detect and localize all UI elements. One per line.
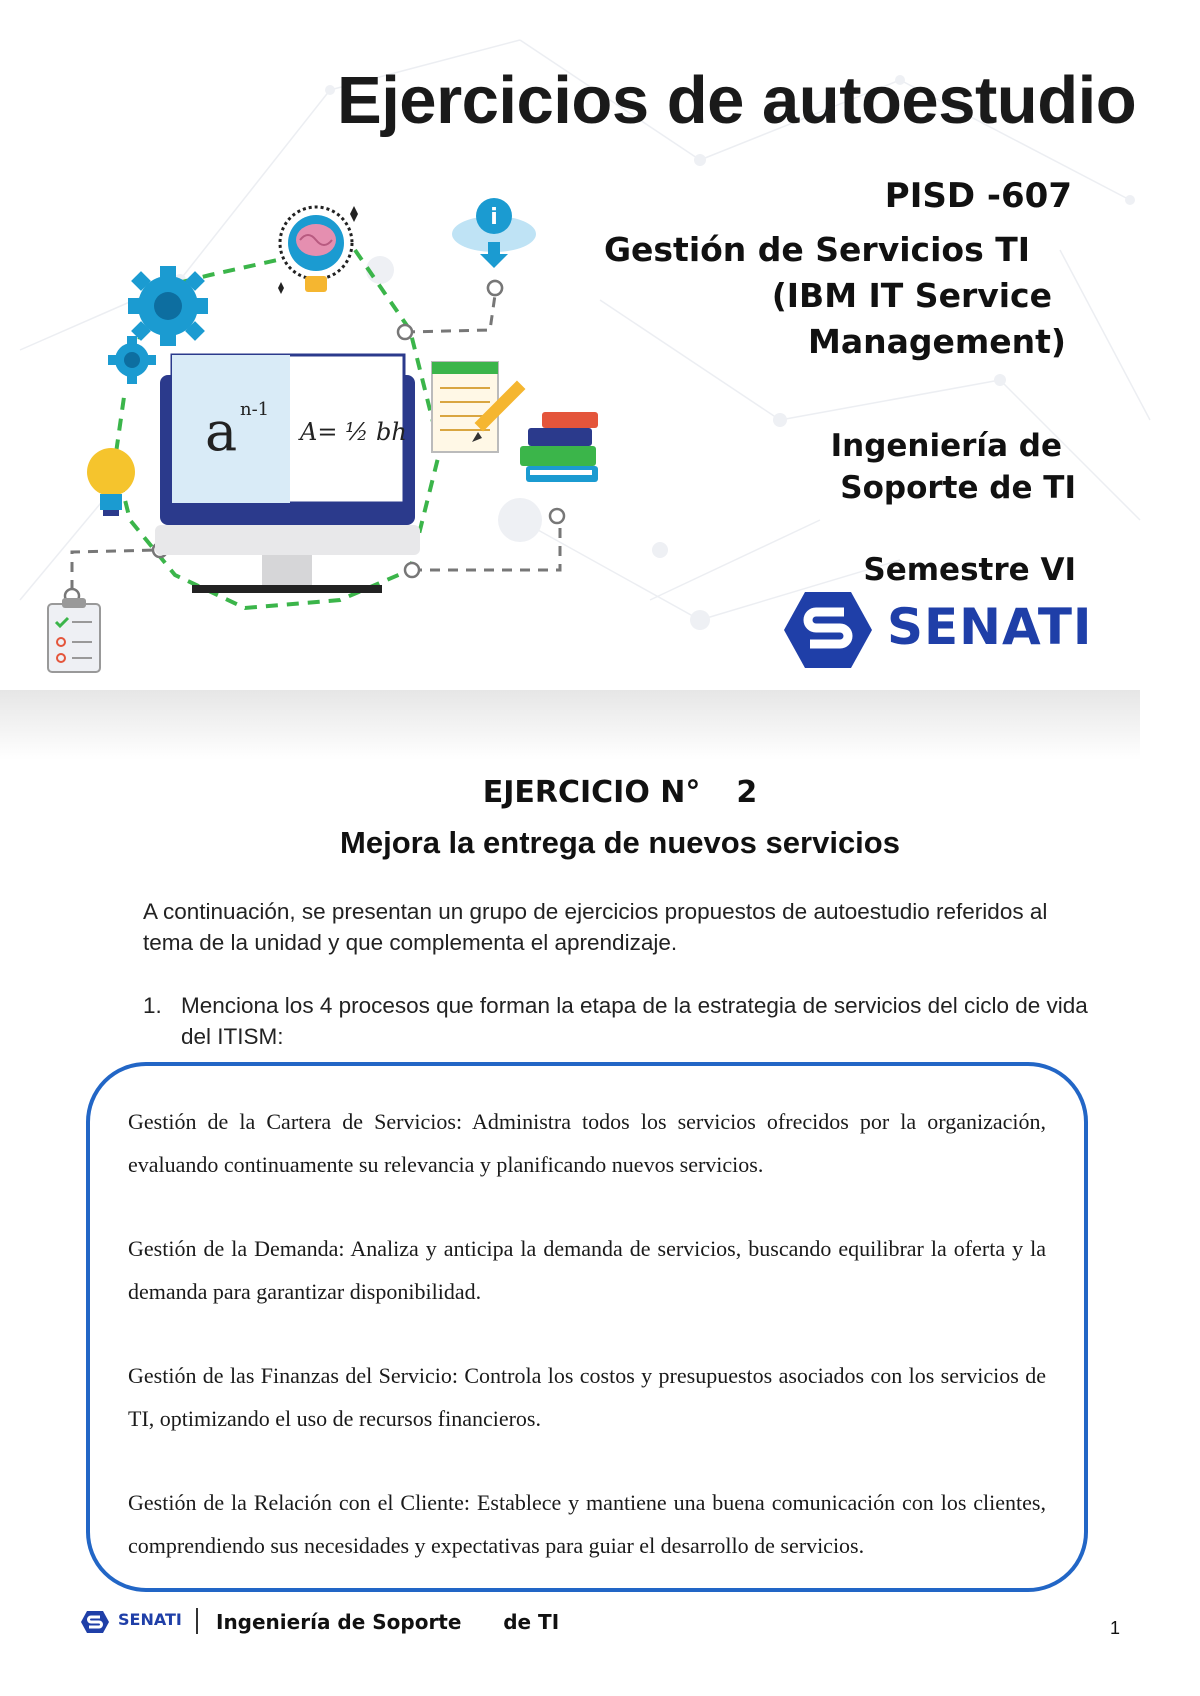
formula-a: a [205,400,238,463]
page-number: 1 [1109,1618,1120,1638]
exercise-subtitle: Mejora la entrega de nuevos servicios [340,825,900,860]
page-title: Ejercicios de autoestudio [337,63,1137,138]
senati-logo-icon [782,590,874,670]
question-item [143,990,1103,1052]
answer-paragraph: Gestión de la Cartera de Servicios: Administra todos los servicios ofrecidos por la organización, evaluando continuamente su relevancia y planificando nuevos servicios. [128,1109,1046,1177]
footer-career: Ingeniería de Soporte de TI [216,1610,560,1634]
formula-area: A= ½ bh [300,418,407,446]
svg-text:i: i [490,205,498,230]
footer-divider [196,1608,198,1634]
question-text: Menciona los 4 procesos que forman la etapa de la estrategia de servicios del ciclo de vida del ITISM: [181,993,1088,1049]
course-code: PISD -607 [884,176,1072,216]
answer-paragraph: Gestión de las Finanzas del Servicio: Controla los costos y presupuestos asociados con los servicios de TI, optimizando el uso de recursos financieros. [128,1363,1046,1431]
header-banner [0,0,1200,760]
semester-label: Semestre VI [863,552,1076,588]
career-line-1: Ingeniería de [830,428,1062,464]
exercise-number: 2 [736,775,758,810]
small-gear-icon [108,336,156,384]
brain-bulb-icon [278,206,358,294]
senati-logo [782,590,1093,670]
course-name-line-2: (IBM IT Service [771,276,1052,315]
books-icon [520,412,598,482]
formula-exp: n-1 [240,399,270,420]
path-pin-icon [488,281,502,295]
exercise-label: EJERCICIO N° [482,775,701,810]
footer-logo-icon [80,1610,110,1634]
answer-paragraph: Gestión de la Relación con el Cliente: Establece y mantiene una buena comunicación con los clientes, comprendiendo sus necesidades y expectativas para guiar el desarrollo de servicios. [128,1490,1046,1558]
course-name-line-3: Management) [808,322,1066,361]
answer-paragraph: Gestión de la Demanda: Analiza y anticipa la demanda de servicios, buscando equilibrar la oferta y la demanda para garantizar disponibilidad. [128,1236,1046,1304]
banner-shadow [0,690,1140,760]
answer-text-area[interactable] [128,1100,1046,1608]
exercise-heading [0,775,1200,810]
intro-paragraph: A continuación, se presentan un grupo de ejercicios propuestos de autoestudio referidos al tema de la unidad y que complementa el aprendizaje. [143,899,1048,955]
career-line-2: Soporte de TI [840,470,1076,506]
question-number: 1. [143,993,162,1018]
senati-logo-text: SENATI [887,598,1093,656]
page-footer [80,1600,1120,1650]
monitor-icon [155,355,420,593]
footer-brand: SENATI [118,1610,182,1629]
notepad-pencil-icon [432,362,525,452]
cloud-info-icon [452,198,536,268]
checklist-icon [48,598,100,672]
gear-icon [128,266,208,346]
course-name-line-1: Gestión de Servicios TI [603,230,1030,269]
